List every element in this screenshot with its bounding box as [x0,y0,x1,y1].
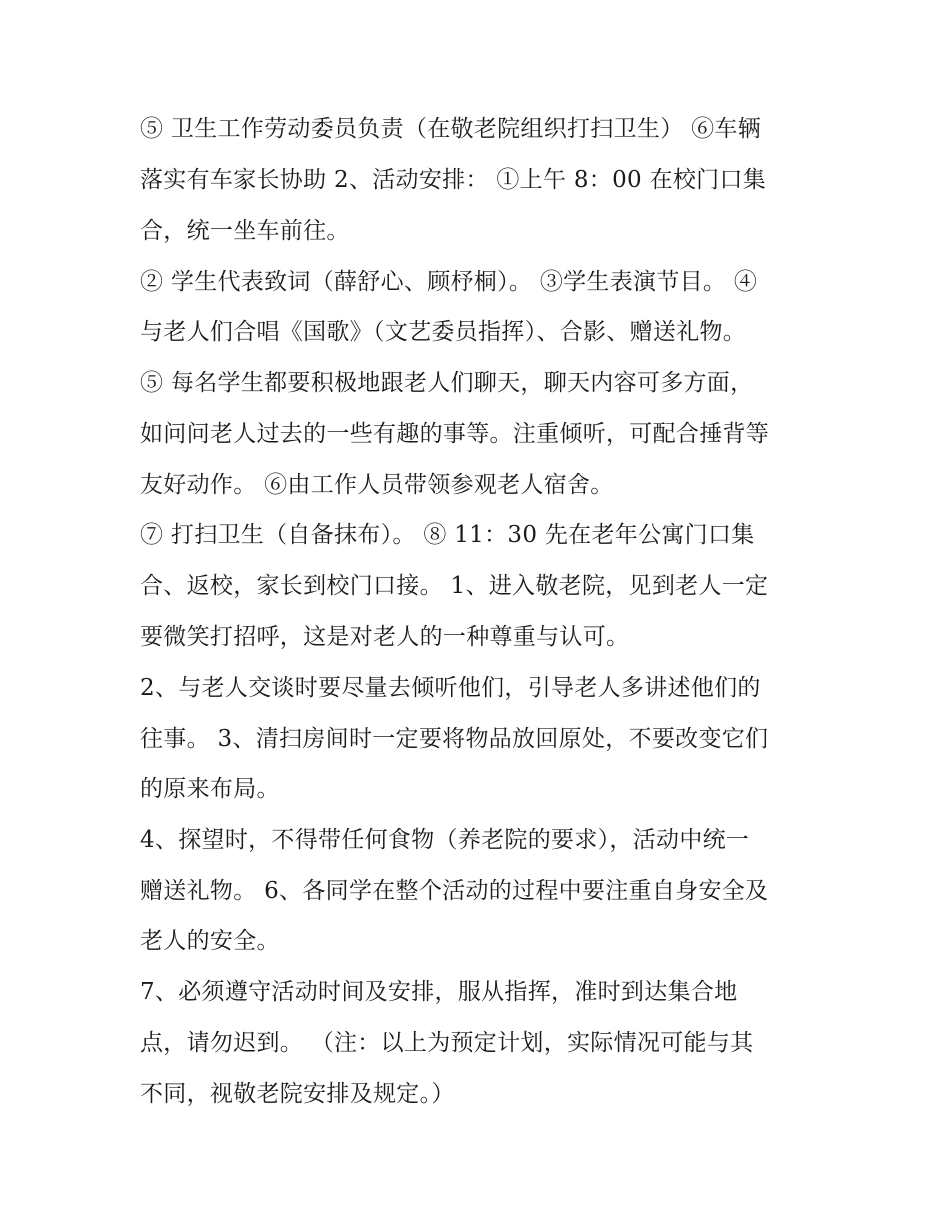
text-line: 往事。 3、清扫房间时一定要将物品放回原处，不要改变它们 [140,726,769,752]
text-line: 不同，视敬老院安排及规定。） [140,1081,455,1107]
text-line: 的原来布局。 [140,776,280,802]
text-line: 与老人们合唱《国歌》（文艺委员指挥）、合影、赠送礼物。 [140,319,747,345]
text-line: 4、探望时，不得带任何食物（养老院的要求），活动中统一 [140,827,750,853]
text-line: 合、返校，家长到校门口接。 1、进入敬老院，见到老人一定 [140,573,769,599]
text-line: 赠送礼物。 6、各同学在整个活动的过程中要注重自身安全及 [140,878,769,904]
text-line: 老人的安全。 [140,928,280,954]
text-line: 2、与老人交谈时要尽量去倾听他们，引导老人多讲述他们的 [140,675,761,701]
text-line: 要微笑打招呼，这是对老人的一种尊重与认可。 [140,624,630,650]
text-line: 点，请勿迟到。 （注：以上为预定计划，实际情况可能与其 [140,1030,754,1056]
text-line: ⑤ 每名学生都要积极地跟老人们聊天，聊天内容可多方面， [140,370,754,396]
text-line: 如问问老人过去的一些有趣的事等。注重倾听，可配合捶背等 [140,421,770,447]
text-line: 落实有车家长协助 2、活动安排： ①上午 8：00 在校门口集 [140,167,767,193]
text-line: ⑦ 打扫卫生（自备抹布）。 ⑧ 11：30 先在老年公寓门口集 [140,522,755,548]
text-line: 友好动作。 ⑥由工作人员带领参观老人宿舍。 [140,472,614,498]
text-line: ② 学生代表致词（薛舒心、顾杼桐）。 ③学生表演节目。 ④ [140,269,758,295]
text-line: 合，统一坐车前往。 [140,218,350,244]
text-line: 7、必须遵守活动时间及安排，服从指挥，准时到达集合地 [140,979,738,1005]
text-line: ⑤ 卫生工作劳动委员负责（在敬老院组织打扫卫生） ⑥车辆 [140,116,762,142]
